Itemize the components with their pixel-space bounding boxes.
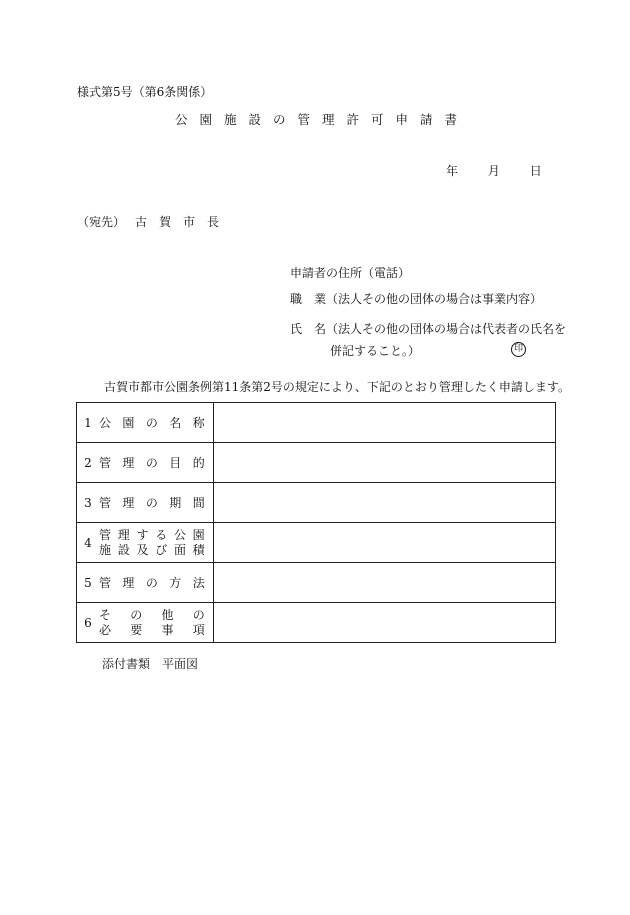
item-label: 公 園 の 名 称 [99, 416, 205, 430]
form-number: 様式第5号（第6条関係） [77, 85, 213, 99]
document-title: 公園施設の管理許可申請書 [175, 112, 470, 127]
item-label: そ の 他 の [99, 607, 205, 622]
item-number: 5 [84, 575, 92, 590]
item-number: 4 [84, 535, 92, 550]
item-label: 管 理 の 方 法 [99, 576, 205, 590]
item-value-field[interactable] [213, 523, 555, 563]
seal-mark: 印 [511, 342, 526, 357]
date-day: 日 [529, 164, 542, 178]
date-month: 月 [487, 164, 500, 178]
intro-text: 古賀市都市公園条例第11条第2号の規定により、下記のとおり管理したく申請します。 [104, 380, 570, 394]
date-year: 年 [446, 164, 459, 178]
item-value-field[interactable] [213, 443, 555, 483]
item-number: 3 [84, 495, 92, 510]
item-label-cell [77, 483, 214, 523]
table-row [77, 443, 556, 483]
applicant-name-label: 氏 名（法人その他の団体の場合は代表者の氏名を [290, 322, 567, 336]
item-label-cell [77, 443, 214, 483]
item-value-field[interactable] [213, 603, 555, 643]
item-label-cell [77, 523, 214, 563]
item-label: 管 理 の 期 間 [99, 496, 205, 510]
item-number: 6 [84, 615, 92, 630]
applicant-occupation-label: 職 業（法人その他の団体の場合は事業内容） [290, 292, 543, 306]
table-row [77, 403, 556, 443]
item-label-cell [77, 603, 214, 643]
date-line [446, 162, 542, 179]
applicant-address-label: 申請者の住所（電話） [290, 266, 411, 280]
item-label-cell [77, 403, 214, 443]
item-label: 必 要 事 項 [99, 622, 205, 637]
attachments-value: 平面図 [162, 657, 199, 671]
attachments-label: 添付書類 [102, 657, 151, 671]
item-label: 施 設 及 び 面 積 [99, 542, 205, 557]
addressee-name: 古賀市長 [135, 215, 232, 229]
table-row [77, 483, 556, 523]
application-items-table [76, 402, 556, 643]
item-value-field[interactable] [213, 403, 555, 443]
item-number: 2 [84, 455, 92, 470]
item-label: 管 理 の 目 的 [99, 456, 205, 470]
attachments [102, 655, 198, 672]
addressee [77, 213, 231, 230]
item-label-cell [77, 563, 214, 603]
item-value-field[interactable] [213, 483, 555, 523]
item-label: 管 理 す る 公 園 [99, 527, 205, 542]
item-value-field[interactable] [213, 563, 555, 603]
table-row [77, 563, 556, 603]
applicant-name-note: 併記すること。） [330, 344, 421, 358]
table-row [77, 523, 556, 563]
table-row [77, 603, 556, 643]
item-number: 1 [84, 415, 92, 430]
addressee-prefix: （宛先） [77, 215, 126, 229]
